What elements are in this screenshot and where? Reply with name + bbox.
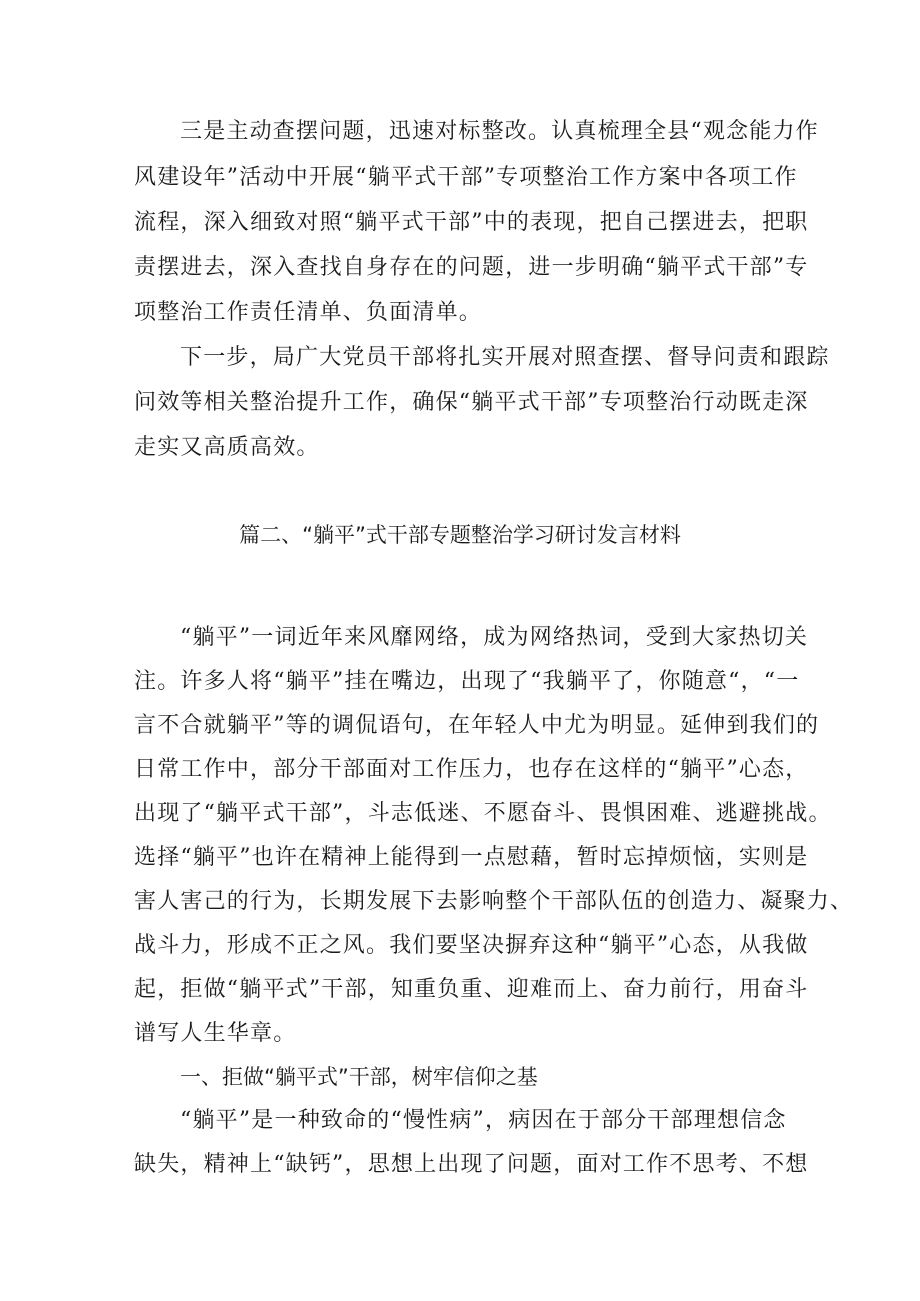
paragraph-line: “躺平”是一种致命的“慢性病”，病因在于部分干部理想信念 <box>180 1108 787 1133</box>
subheading: 一、拒做“躺平式”干部，树牢信仰之基 <box>180 1065 538 1089</box>
paragraph-line: 下一步，局广大党员干部将扎实开展对照查摆、督导问责和跟踪 <box>180 345 830 370</box>
paragraph-line: “躺平”一词近年来风靡网络，成为网络热词，受到大家热切关 <box>180 625 809 650</box>
paragraph-line: 三是主动查摆问题，迅速对标整改。认真梳理全县“观念能力作 <box>180 119 819 144</box>
paragraph-line: 项整治工作责任清单、负面清单。 <box>134 300 483 325</box>
paragraph-line: 缺失，精神上“缺钙”，思想上出现了问题，面对工作不思考、不想 <box>134 1152 809 1177</box>
paragraph-line: 谱写人生华章。 <box>134 1021 297 1046</box>
paragraph-line: 战斗力，形成不正之风。我们要坚决摒弃这种“躺平”心态，从我做 <box>134 933 809 958</box>
section-title: 篇二、“躺平”式干部专题整治学习研讨发言材料 <box>239 523 681 547</box>
paragraph-line: 走实又高质高效。 <box>134 435 320 460</box>
paragraph-line: 问效等相关整治提升工作，确保“躺平式干部”专项整治行动既走深 <box>134 390 809 415</box>
paragraph-line: 言不合就躺平”等的调侃语句，在年轻人中尤为明显。延伸到我们的 <box>134 713 820 738</box>
paragraph-line: 选择“躺平”也许在精神上能得到一点慰藉，暂时忘掉烦恼，实则是 <box>134 845 809 870</box>
paragraph-line: 起，拒做“躺平式”干部，知重负重、迎难而上、奋力前行，用奋斗 <box>134 977 809 1002</box>
paragraph-line: 注。许多人将“躺平”挂在嘴边，出现了“我躺平了，你随意“，“一 <box>134 669 800 694</box>
paragraph-line: 出现了“躺平式干部”，斗志低迷、不愿奋斗、畏惧困难、逃避挑战。 <box>134 801 832 826</box>
paragraph-line: 责摆进去，深入查找自身存在的问题，进一步明确“躺平式干部”专 <box>134 255 809 280</box>
paragraph-line: 害人害己的行为，长期发展下去影响整个干部队伍的创造力、凝聚力、 <box>134 889 854 914</box>
paragraph-line: 流程，深入细致对照“躺平式干部”中的表现，把自己摆进去，把职 <box>134 210 809 235</box>
paragraph-line: 日常工作中，部分干部面对工作压力，也存在这样的“躺平”心态， <box>134 757 809 782</box>
paragraph-line: 风建设年”活动中开展“躺平式干部”专项整治工作方案中各项工作 <box>134 165 798 190</box>
